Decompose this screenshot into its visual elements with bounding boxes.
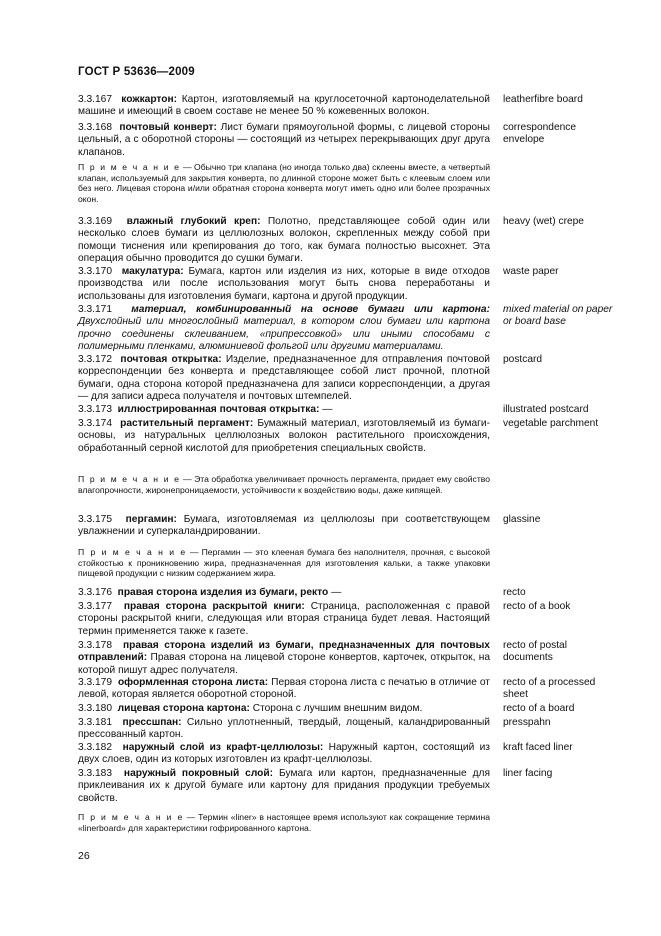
term-name: наружный слой из крафт-целлюлозы:	[122, 742, 324, 753]
note-label: П р и м е ч а н и е	[78, 547, 187, 557]
term-english: recto of a board	[503, 703, 575, 714]
term-text	[78, 304, 490, 353]
term-number: 3.3.174	[78, 418, 112, 429]
term-english: recto of a book	[503, 601, 571, 612]
term-text	[78, 94, 490, 119]
term-number: 3.3.175	[78, 514, 112, 525]
term-english: presspahn	[503, 717, 551, 728]
term-text	[78, 404, 490, 416]
note-text: — Пергамин — это клееная бумага без наполнителя, прочная, с высокой стойкостью к проникновению жира, предназначенная для изготовления кальки, а также упаковки пищевой продукции с низким содержанием жира.	[78, 547, 490, 579]
term-number: 3.3.181	[78, 717, 112, 728]
term-english: postcard	[503, 354, 543, 365]
term-english: correspondence envelope	[503, 122, 577, 146]
term-number: 3.3.183	[78, 768, 112, 779]
term-definition: Сторона с лучшим внешним видом.	[252, 703, 423, 714]
term-name: материал, комбинированный на основе бумаги или картона:	[131, 304, 490, 315]
term-number: 3.3.180	[78, 703, 112, 714]
document-header: ГОСТ Р 53636—2009	[78, 66, 195, 78]
term-text	[78, 677, 490, 702]
term-definition: Сильно уплотненный, твердый, лощеный, каландрированный прессованный картон.	[78, 717, 490, 741]
note	[78, 162, 490, 204]
term-definition: Бумага или картон, предназначенные для приклеивания их к другой бумаге или картону для придания продукции требуемых свойств.	[78, 768, 491, 804]
term-number: 3.3.169	[78, 216, 112, 227]
term-number: 3.3.179	[78, 677, 112, 688]
term-number: 3.3.171	[78, 304, 112, 315]
term-english: illustrated postcard	[503, 404, 589, 415]
term-text	[78, 354, 490, 403]
term-name: пергамин:	[125, 514, 177, 525]
term-name: лицевая сторона картона:	[117, 703, 250, 714]
term-definition: Страница, расположенная с правой стороны раскрытой книги, следующая или вторая страница будет левая. Настоящий термин применяется также к газете.	[78, 601, 490, 637]
term-number: 3.3.176	[78, 587, 112, 598]
note-text: — Обычно три клапана (но иногда только два) склеены вместе, а четвертый клапан, используемый для закрытия конверта, по длинной стороне может быть с клеевым слоем или без него. Лицевая сторона и/или обратная сторона конверта могут иметь одно или более прозрачных окон.	[78, 162, 490, 204]
term-name: оформленная сторона листа:	[117, 677, 269, 688]
term-number: 3.3.177	[78, 601, 112, 612]
term-text	[78, 640, 490, 677]
term-name: влажный глубокий креп:	[126, 216, 261, 227]
term-english: mixed material on paper or board base	[503, 304, 613, 328]
term-name: наружный покровный слой:	[123, 768, 274, 779]
term-definition: —	[322, 404, 333, 415]
term-english: kraft faced liner	[503, 742, 573, 753]
term-text	[78, 514, 490, 539]
term-name: растительный пергамент:	[120, 418, 254, 429]
term-name: правая сторона изделия из бумаги, ректо	[117, 587, 329, 598]
term-english: liner facing	[503, 768, 553, 779]
term-text	[78, 216, 490, 265]
term-definition: Полотно, представляющее собой один или несколько слоев бумаги из целлюлозных волокон, скрепленных между собой при помощи тиснения или крепирования до того, как бумага полностью высохнет. Эта операция обычно проводится до сушки бумаги.	[78, 216, 490, 264]
note	[78, 474, 490, 495]
term-english: leatherfibre board	[503, 94, 583, 105]
note-label: П р и м е ч а н и е	[78, 162, 181, 172]
term-name: правая сторона изделий из бумаги, предназначенных для почтовых отправлений:	[78, 640, 490, 664]
term-name: макулатура:	[121, 266, 184, 277]
term-text	[78, 703, 490, 715]
term-name: иллюстрированная почтовая открытка:	[117, 404, 320, 415]
note-label: П р и м е ч а н и е	[78, 812, 184, 822]
term-text	[78, 587, 490, 599]
term-definition: Бумажный материал, изготовляемый из бумаги-основы, из натуральных целлюлозных волокон растительного происхождения, обработанный серной кислотой для приобретения специальных свойств.	[78, 418, 490, 454]
term-text	[78, 717, 490, 742]
term-definition: Бумага, изготовляемая из целлюлозы при соответствующем увлажнении и суперкаландрировании.	[78, 514, 490, 538]
term-name: почтовая открытка:	[120, 354, 222, 365]
page-number: 26	[78, 850, 90, 862]
term-definition: Наружный картон, состоящий из двух слоев, один из которых изготовлен из крафт-целлюлозы.	[78, 742, 490, 766]
term-definition: Лист бумаги прямоугольной формы, с лицевой стороны цельный, а с оборотной стороны — состоящий из четырех перекрывающих друг друга клапанов.	[78, 122, 490, 158]
term-definition: Двухслойный или многослойный материал, в котором слои бумаги или картона прочно соединены склеиванием, «припрессовкой» или иными способами с полимерными пленками, алюминиевой фольгой или другими материалами.	[78, 316, 490, 352]
term-number: 3.3.173	[78, 404, 112, 415]
term-english: recto	[503, 587, 526, 598]
note	[78, 547, 490, 579]
note-text: — Термин «liner» в настоящее время используют как сокращение термина «linerboard» для характеристики гофрированного картона.	[78, 812, 490, 833]
term-text	[78, 122, 490, 159]
term-name: прессшпан:	[122, 717, 182, 728]
term-number: 3.3.182	[78, 742, 112, 753]
term-english: recto of a processed sheet	[503, 677, 596, 701]
term-definition: Правая сторона на лицевой стороне конвертов, карточек, открыток, на которой пишут адрес получателя.	[78, 652, 490, 676]
term-english: recto of postal documents	[503, 640, 567, 664]
term-definition: Изделие, предназначенное для отправления почтовой корреспонденции без конверта и представляющее собой лист прочной, плотной бумаги, одна сторона которой предназначена для записи корреспонденции, а другая — для записи адреса получателя и почтовых штемпелей.	[78, 354, 490, 402]
term-number: 3.3.172	[78, 354, 112, 365]
term-english: glassine	[503, 514, 541, 525]
term-definition: —	[331, 587, 342, 598]
term-name: почтовый конверт:	[119, 122, 217, 133]
term-number: 3.3.167	[78, 94, 112, 105]
term-number: 3.3.178	[78, 640, 112, 651]
note-label: П р и м е ч а н и е	[78, 474, 181, 484]
term-number: 3.3.170	[78, 266, 112, 277]
term-name: кожкартон:	[121, 94, 178, 105]
term-english: vegetable parchment	[503, 418, 599, 429]
term-definition: Бумага, картон или изделия из них, которые в виде отходов производства или после использования могут быть снова переработаны и использованы для изготовления бумаги, картона и другой продукции.	[78, 266, 490, 302]
term-text	[78, 742, 490, 767]
term-text	[78, 418, 490, 455]
term-english: waste paper	[503, 266, 559, 277]
term-text	[78, 601, 490, 638]
term-definition: Первая сторона листа с печатью в отличие от левой, которая является оборотной стороной.	[78, 677, 490, 701]
term-english: heavy (wet) crepe	[503, 216, 584, 227]
term-definition: Картон, изготовляемый на круглосеточной картоноделательной машине и имеющий в своем составе не менее 50 % кожевенных волокон.	[78, 94, 490, 118]
note-text: — Эта обработка увеличивает прочность пергамента, придает ему свойство влагопрочности, жиронепроницаемости, устойчивости к воздействию воды, даже кипящей.	[78, 474, 491, 495]
term-number: 3.3.168	[78, 122, 112, 133]
term-name: правая сторона раскрытой книги:	[123, 601, 305, 612]
term-text	[78, 768, 490, 805]
term-text	[78, 266, 490, 303]
note	[78, 812, 490, 833]
